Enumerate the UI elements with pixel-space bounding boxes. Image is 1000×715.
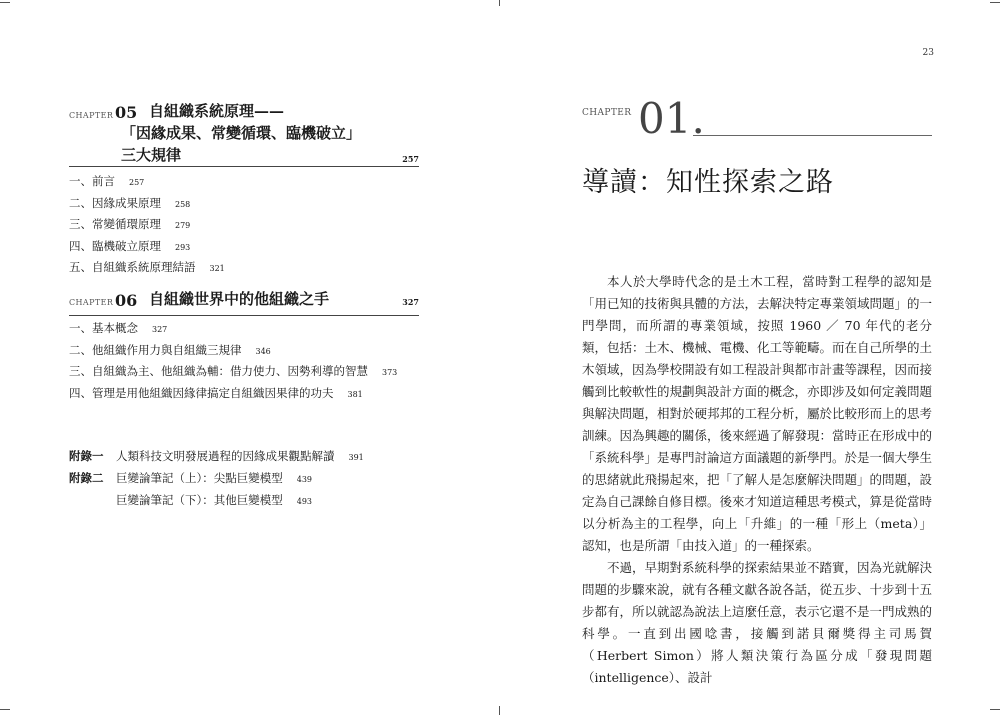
toc-entry-page: 293 — [175, 242, 191, 252]
appendix-page: 439 — [296, 475, 313, 484]
chapter-05-heading[interactable] — [69, 100, 419, 122]
toc-entry-page: 381 — [347, 389, 363, 399]
appendix-label: 附錄一 — [69, 449, 104, 463]
crop-mark-top-right — [990, 2, 1000, 3]
crop-mark-top-center — [499, 0, 500, 6]
toc-entry-page: 258 — [175, 199, 191, 209]
chapter-title-line1: 自組織系統原理—— — [149, 102, 285, 120]
page-number: 23 — [922, 48, 934, 58]
chapter-label: CHAPTER — [582, 108, 632, 118]
toc-entry-page: 346 — [255, 346, 271, 356]
toc-entry[interactable]: 二、因緣成果原理 258 — [69, 195, 191, 210]
toc-entry-page: 327 — [152, 325, 168, 334]
chapter-title: 自組織世界中的他組織之手 — [149, 290, 330, 308]
toc-entry-page: 257 — [129, 178, 145, 187]
appendix-entry[interactable] — [69, 445, 419, 467]
chapter-05-title-rule — [69, 144, 419, 167]
chapter-number: 01. — [638, 94, 705, 143]
crop-mark-bottom-left — [0, 709, 10, 710]
toc-appendices — [69, 445, 419, 511]
toc-entry[interactable]: 三、常變循環原理 279 — [69, 217, 191, 231]
chapter-label: CHAPTER — [69, 111, 114, 120]
toc-entry[interactable]: 一、基本概念 327 — [69, 321, 168, 335]
appendix-title: 人類科技文明發展過程的因緣成果觀點解讀 — [116, 449, 335, 463]
appendix-page: 391 — [348, 453, 364, 462]
toc-entry[interactable]: 四、管理是用他組織因緣律搞定自組織因果律的功夫 381 — [69, 385, 363, 400]
chapter-06-heading[interactable] — [69, 291, 419, 316]
chapter-number: 05 — [115, 103, 138, 122]
appendix-entry[interactable] — [69, 467, 419, 489]
toc-chapter-06 — [69, 291, 419, 404]
toc-entry[interactable]: 一、前言 257 — [69, 174, 145, 188]
appendix-entry[interactable] — [69, 489, 419, 511]
appendix-title: 巨變論筆記（下）：其他巨變模型 — [116, 493, 283, 507]
chapter-page: 257 — [402, 154, 419, 164]
appendix-title: 巨變論筆記（上）：尖點巨變模型 — [116, 471, 283, 485]
chapter-title-line2: 「因緣成果、常變循環、臨機破立」 — [121, 124, 362, 142]
chapter-label: CHAPTER — [69, 298, 114, 307]
crop-mark-top-left — [0, 2, 10, 3]
toc-chapter-05 — [69, 100, 419, 279]
chapter-rule — [693, 135, 932, 136]
toc-entry[interactable]: 四、臨機破立原理 293 — [69, 238, 191, 253]
appendix-label: 附錄二 — [69, 471, 104, 485]
chapter-number: 06 — [115, 291, 138, 310]
toc-entry[interactable]: 三、自組織為主、他組織為輔：借力使力、因勢利導的智慧 373 — [69, 364, 398, 378]
crop-mark-bottom-right — [990, 709, 1000, 710]
chapter-title: 導讀：知性探索之路 — [582, 167, 834, 198]
toc-entry[interactable]: 五、自組織系統原理結語 321 — [69, 260, 225, 274]
toc-entry-page: 373 — [382, 368, 398, 377]
paragraph: 本人於大學時代念的是土木工程，當時對工程學的認知是「用已知的技術與具體的方法，去解決特定專業領域問題」的一門學問，而所謂的專業領域，按照 1960 ／ 70 年代的老分類，包括：土木、機械、電機、化工等範疇。而在自己所學的土木領域，因為學校開設有如工程設計與都市計畫等課程，因而接觸到比較軟性的規劃與設計方面的概念，亦即涉及如何定義問題與解決問題，相對於硬邦邦的工程分析，屬於比較形而上的思考訓練。因為興趣的關係，後來經過了解發現：當時正在形成中的「系統科學」是專門討論這方面議題的新學門。於是一個大學生的思緒就此飛揚起來，把「了解人是怎麼解決問題」的問題，設定為自己課餘自修目標。後來才知道這種思考模式，算是從當時以分析為主的工程學，向上「升維」的一種「形上（meta）」認知，也是所謂「由技入道」的一種探索。 — [582, 274, 933, 553]
appendix-page: 493 — [296, 497, 313, 506]
crop-mark-bottom-center — [499, 706, 500, 715]
toc-entry-page: 321 — [209, 264, 225, 273]
chapter-title-line3: 三大規律 — [121, 146, 182, 164]
toc-entry-page: 279 — [175, 221, 191, 230]
body-text — [582, 271, 932, 689]
chapter-page: 327 — [402, 297, 419, 307]
paragraph: 不過，早期對系統科學的探索結果並不踏實，因為光就解決問題的步驟來說，就有各種文獻各說各話，從五步、十步到十五步都有，所以就認為說法上這麼任意，表示它還不是一門成熟的科學。一直到出國唸書，接觸到諾貝爾獎得主司馬賀（Herbert Simon）將人類決策行為區分成「發現問題（intelligence）、設計 — [582, 560, 933, 685]
toc-entry[interactable]: 二、他組織作用力與自組織三規律 346 — [69, 342, 271, 357]
